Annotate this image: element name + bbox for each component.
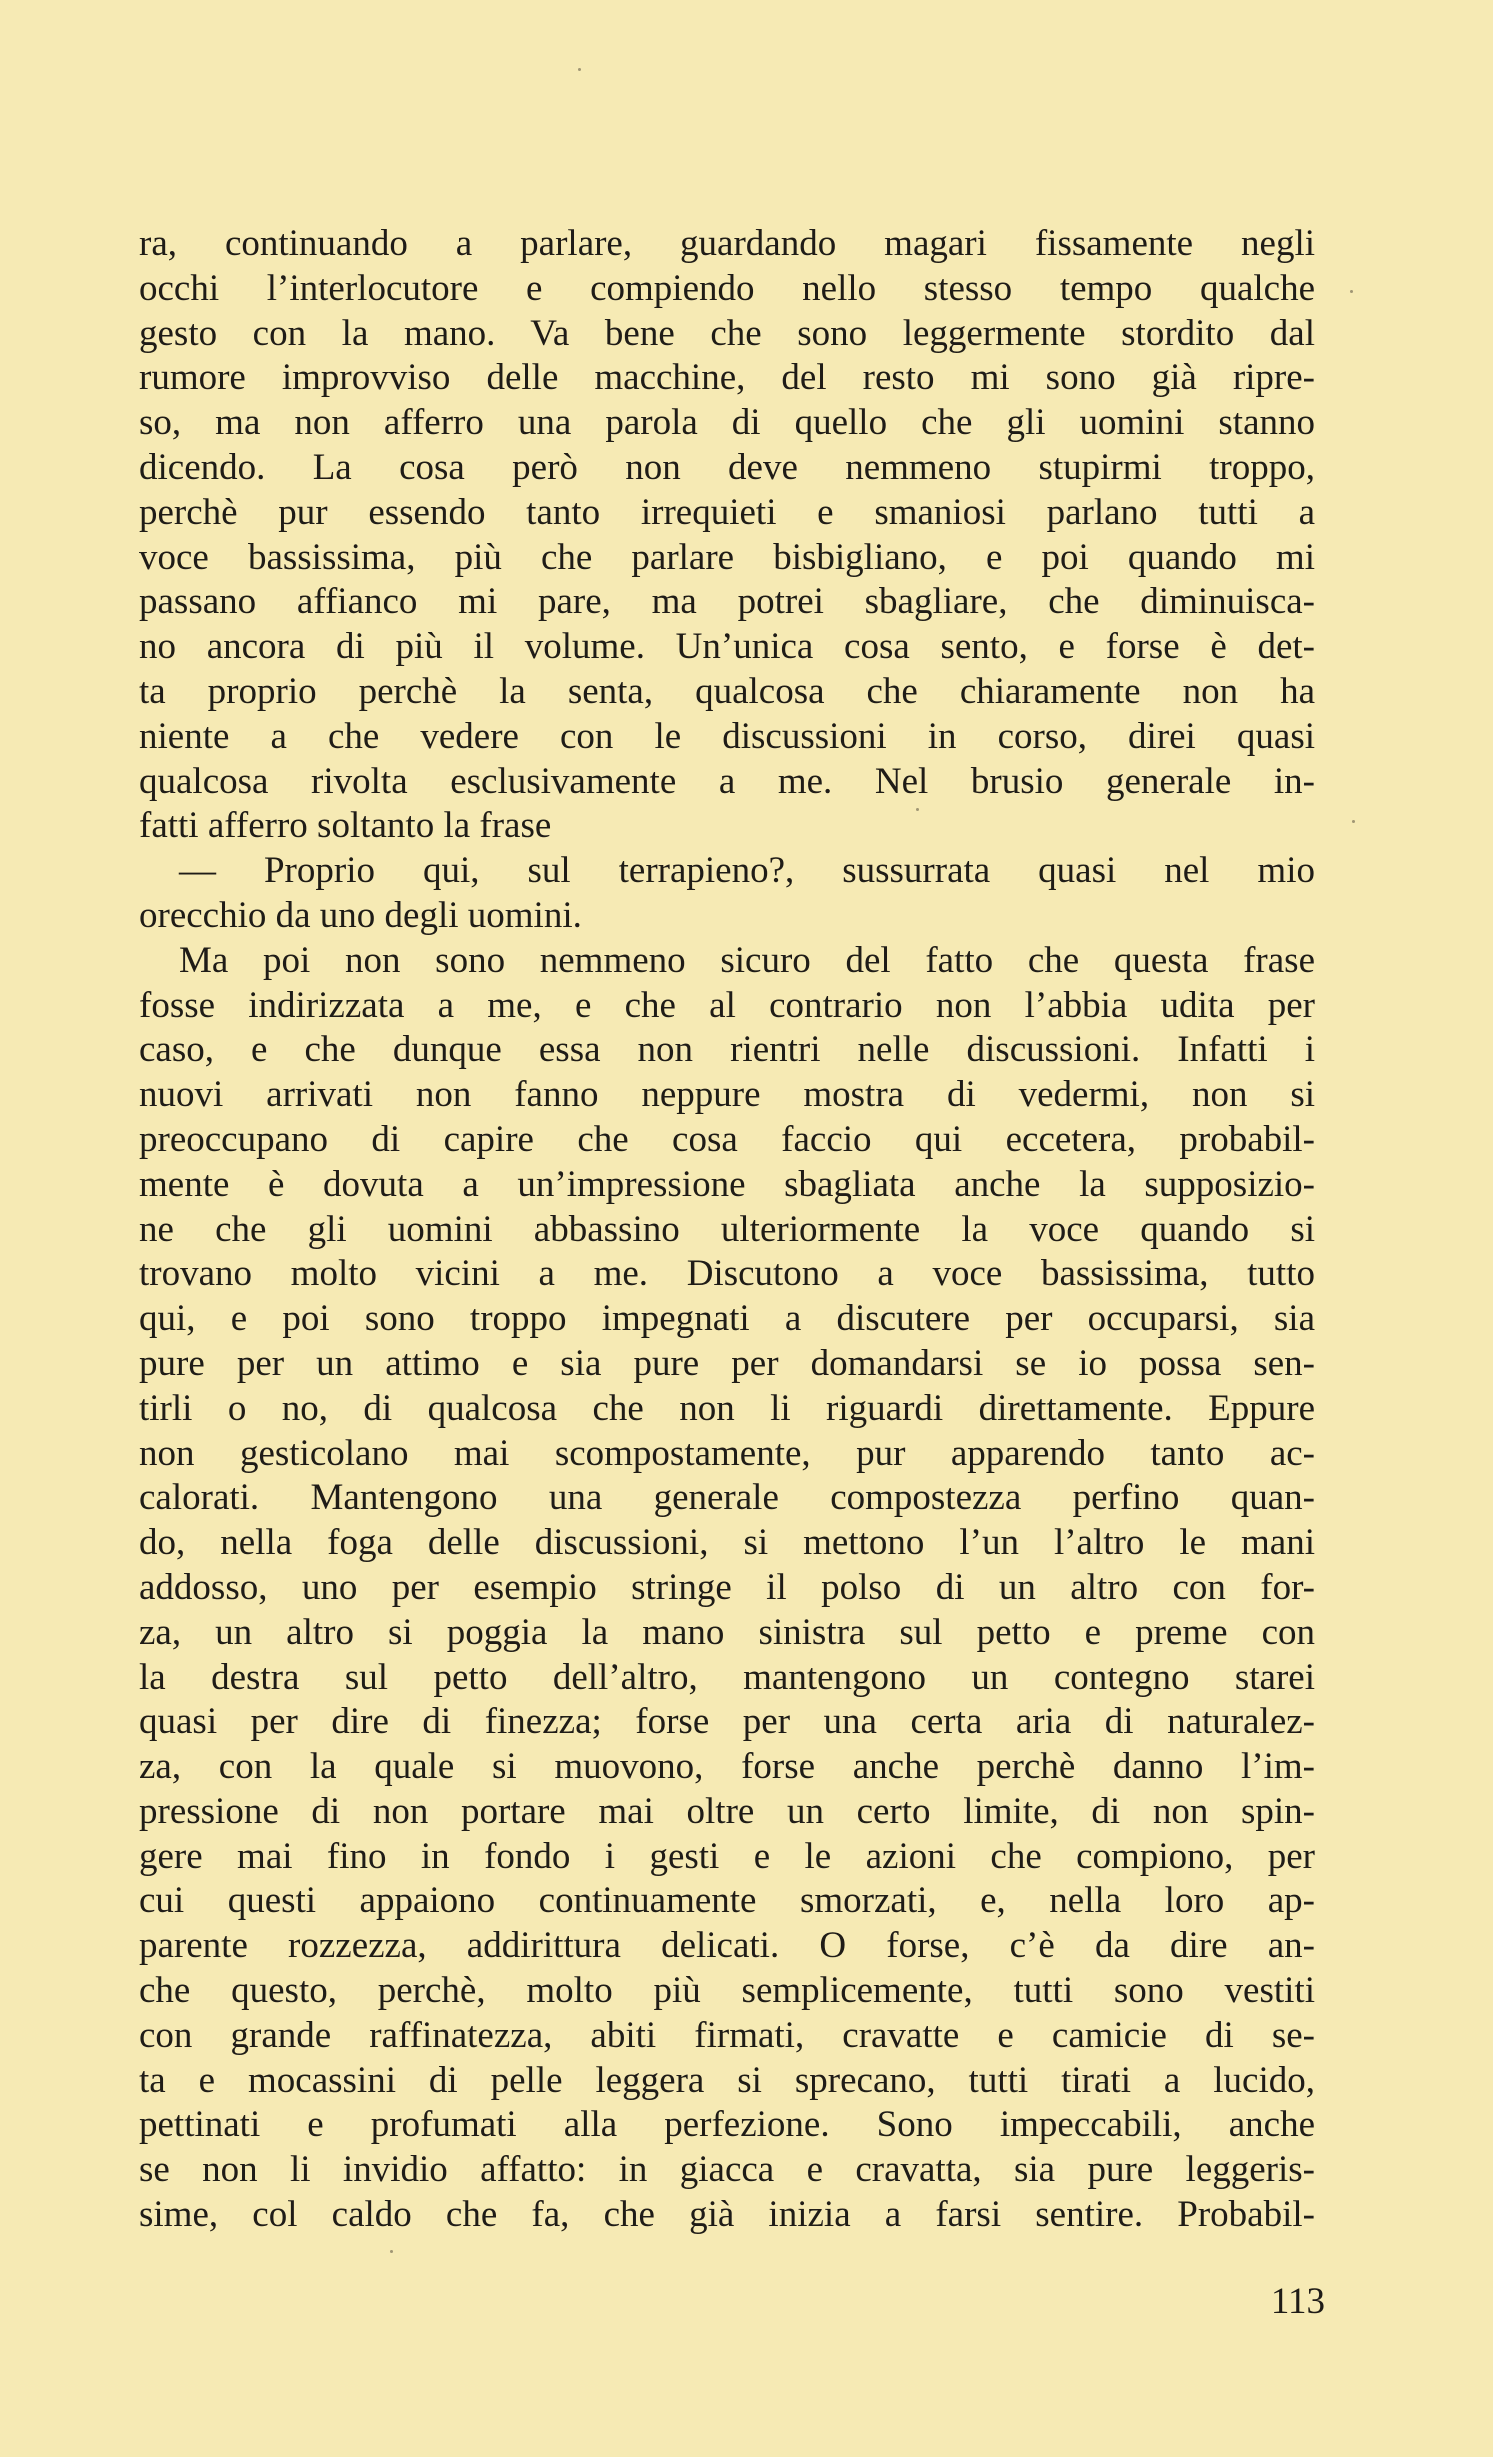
text-line: pressione di non portare mai oltre un certo limite, di non spin- <box>139 1790 1315 1832</box>
text-line: occhi l’interlocutore e compiendo nello stesso tempo qualche <box>139 267 1315 309</box>
text-line: nuovi arrivati non fanno neppure mostra di vedermi, non si <box>139 1074 1315 1116</box>
text-line: fosse indirizzata a me, e che al contrario non l’abbia udita per <box>139 984 1315 1026</box>
text-line: pure per un attimo e sia pure per domandarsi se io possa sen- <box>139 1342 1315 1384</box>
text-line: orecchio da uno degli uomini. <box>139 894 582 936</box>
text-line: rumore improvviso delle macchine, del resto mi sono già ripre- <box>139 357 1315 399</box>
text-line: addosso, uno per esempio stringe il polso di un altro con for- <box>139 1566 1315 1608</box>
paper-speck <box>1352 820 1355 823</box>
paper-speck <box>390 2250 393 2253</box>
text-line: qualcosa rivolta esclusivamente a me. Nel brusio generale in- <box>139 760 1315 802</box>
text-line: non gesticolano mai scompostamente, pur apparendo tanto ac- <box>139 1432 1315 1474</box>
text-line: ta e mocassini di pelle leggera si sprecano, tutti tirati a lucido, <box>139 2059 1315 2101</box>
text-line: passano affianco mi pare, ma potrei sbagliare, che diminuisca- <box>139 581 1315 623</box>
text-line: calorati. Mantengono una generale compostezza perfino quan- <box>139 1477 1315 1519</box>
text-line: gesto con la mano. Va bene che sono leggermente stordito dal <box>139 312 1315 354</box>
text-line: za, un altro si poggia la mano sinistra sul petto e preme con <box>139 1611 1315 1653</box>
text-line: niente a che vedere con le discussioni in corso, direi quasi <box>139 715 1315 757</box>
text-line: che questo, perchè, molto più semplicemente, tutti sono vestiti <box>139 1970 1315 2012</box>
text-line: cui questi appaiono continuamente smorzati, e, nella loro ap- <box>139 1880 1315 1922</box>
text-line: Ma poi non sono nemmeno sicuro del fatto che questa frase <box>179 939 1315 981</box>
text-line: do, nella foga delle discussioni, si mettono l’un l’altro le mani <box>139 1522 1315 1564</box>
text-line: gere mai fino in fondo i gesti e le azioni che compiono, per <box>139 1835 1315 1877</box>
text-line: tirli o no, di qualcosa che non li riguardi direttamente. Eppure <box>139 1387 1315 1429</box>
page-number: 113 <box>1270 2281 1325 2322</box>
body-text <box>139 222 1315 2238</box>
text-line: — Proprio qui, sul terrapieno?, sussurrata quasi nel mio <box>179 850 1315 892</box>
text-line: qui, e poi sono troppo impegnati a discutere per occuparsi, sia <box>139 1298 1315 1340</box>
text-line: za, con la quale si muovono, forse anche perchè danno l’im- <box>139 1746 1315 1788</box>
text-line: quasi per dire di finezza; forse per una certa aria di naturalez- <box>139 1701 1315 1743</box>
text-line: pettinati e profumati alla perfezione. Sono impeccabili, anche <box>139 2104 1315 2146</box>
paper-speck <box>1350 290 1353 293</box>
text-line: ta proprio perchè la senta, qualcosa che chiaramente non ha <box>139 670 1315 712</box>
text-line: se non li invidio affatto: in giacca e cravatta, sia pure leggeris- <box>139 2149 1315 2191</box>
text-line: voce bassissima, più che parlare bisbigliano, e poi quando mi <box>139 536 1315 578</box>
text-line: ra, continuando a parlare, guardando magari fissamente negli <box>139 223 1315 264</box>
text-line: la destra sul petto dell’altro, mantengono un contegno starei <box>139 1656 1315 1698</box>
text-line: dicendo. La cosa però non deve nemmeno stupirmi troppo, <box>139 446 1315 488</box>
text-line: no ancora di più il volume. Un’unica cosa sento, e forse è det- <box>139 626 1315 668</box>
text-line: preoccupano di capire che cosa faccio qui eccetera, probabil- <box>139 1118 1315 1160</box>
text-line: parente rozzezza, addirittura delicati. O forse, c’è da dire an- <box>139 1925 1315 1967</box>
text-line: so, ma non afferro una parola di quello che gli uomini stanno <box>139 402 1315 444</box>
text-line: ne che gli uomini abbassino ulteriormente la voce quando si <box>139 1208 1315 1250</box>
text-line: fatti afferro soltanto la frase <box>139 805 552 847</box>
text-line: mente è dovuta a un’impressione sbagliata anche la supposizio- <box>139 1163 1315 1205</box>
text-line: sime, col caldo che fa, che già inizia a farsi sentire. Probabil- <box>139 2194 1315 2236</box>
paper-speck <box>916 808 919 811</box>
text-line: trovano molto vicini a me. Discutono a voce bassissima, tutto <box>139 1253 1315 1295</box>
text-line: perchè pur essendo tanto irrequieti e smaniosi parlano tutti a <box>139 491 1315 533</box>
text-line: caso, e che dunque essa non rientri nelle discussioni. Infatti i <box>139 1029 1315 1071</box>
paper-speck <box>578 68 581 71</box>
text-line: con grande raffinatezza, abiti firmati, cravatte e camicie di se- <box>139 2014 1315 2056</box>
